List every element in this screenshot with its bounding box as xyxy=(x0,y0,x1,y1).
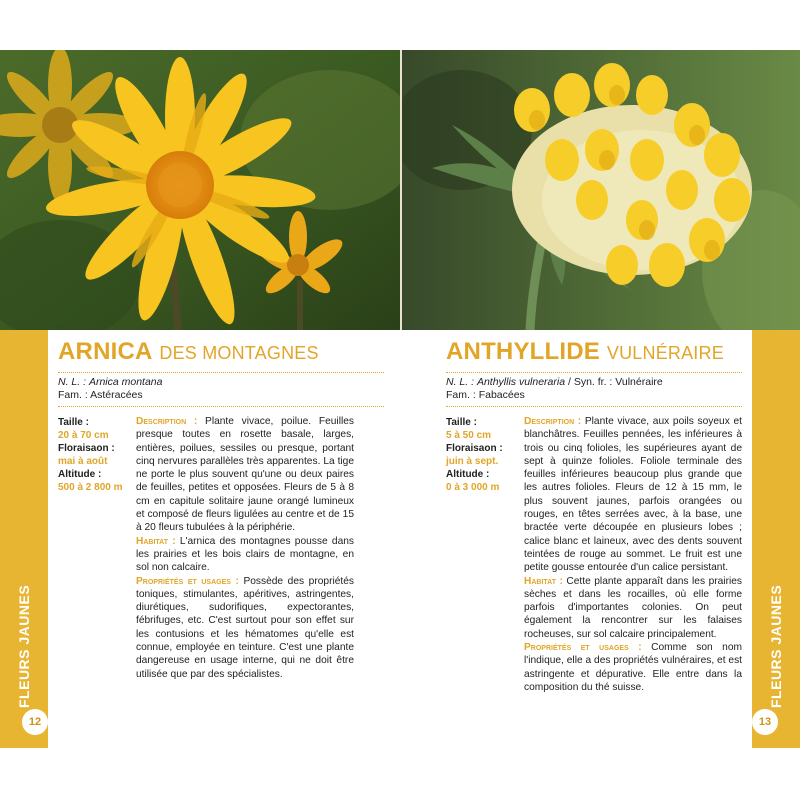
description-heading: Description : xyxy=(136,416,198,427)
title-rest: VULNÉRAIRE xyxy=(606,343,724,363)
latin-name: Arnica montana xyxy=(88,376,163,388)
right-section-label: FLEURS JAUNES xyxy=(768,584,784,708)
anthyllis-photo xyxy=(402,50,800,330)
size-label: Taille : xyxy=(58,417,89,428)
description-heading: Description : xyxy=(524,416,582,427)
latin-name: Anthyllis vulneraria xyxy=(476,376,566,388)
family-label: Fam. : xyxy=(58,389,88,401)
left-page-title xyxy=(58,338,319,366)
names-divider xyxy=(58,406,384,407)
family-label: Fam. : xyxy=(446,389,476,401)
description-text: Plante vivace, poilue. Feuilles presque toutes en rosette basale, larges, entières, poilues, sessiles ou presque, portant cinq nervures parallèles très apparentes. La tige ne porte le plus souvent qu'une ou deux paires de feuilles, petites et opposées. Fleurs de 5 à 8 cm en capitule solitaire jaune orangé lumineux et composé de fleurs ligulées au centre et de 15 à 20 fleurs tubulées à la périphérie. xyxy=(136,416,354,534)
synonym-label: / Syn. fr. : xyxy=(567,376,613,388)
left-names xyxy=(58,376,384,402)
title-divider xyxy=(58,372,384,373)
title-bold: ARNICA xyxy=(58,338,153,365)
left-page xyxy=(48,330,400,748)
left-body xyxy=(136,415,354,681)
uses-text: Possède des propriétés toniques, stimulantes, apéritives, astringentes, diurétiques, sudorifiques, expectorantes, fébrifuges, etc. C'est surtout pour son effet sur les contusions et les hématomes qu'elle est connue, employée en teinture. C'est une plante dangereuse en usage interne, qui ne doit être utilisée que par des spécialistes. xyxy=(136,575,354,680)
habitat-heading: Habitat : xyxy=(136,535,176,547)
arnica-photo xyxy=(0,50,400,330)
bloom-value: mai à août xyxy=(58,456,108,467)
title-divider xyxy=(446,372,742,373)
altitude-value: 0 à 3 000 m xyxy=(446,482,500,493)
right-body xyxy=(524,415,742,694)
uses-text: Comme son nom l'indique, elle a des propriétés vulnéraires, et est astringente et dépurative. Elle entre dans la composition du thé suisse. xyxy=(524,642,742,693)
altitude-value: 500 à 2 800 m xyxy=(58,482,123,493)
family-name: Fabacées xyxy=(478,389,525,401)
right-page xyxy=(402,330,752,748)
left-section-label: FLEURS JAUNES xyxy=(16,584,32,708)
right-names xyxy=(446,376,746,402)
habitat-text: L'arnica des montagnes pousse dans les prairies et les bois clairs de montagne, en sol non calcaire. xyxy=(136,535,354,574)
page-number-left: 12 xyxy=(22,709,48,735)
latin-label: N. L. : xyxy=(446,376,475,388)
size-value: 5 à 50 cm xyxy=(446,430,492,441)
title-bold: ANTHYLLIDE xyxy=(446,338,600,365)
right-page-title xyxy=(446,338,724,366)
synonym-name: Vulnéraire xyxy=(615,376,663,388)
bloom-value: juin à sept. xyxy=(446,456,499,467)
uses-heading: Propriétés et usages : xyxy=(524,642,642,654)
size-label: Taille : xyxy=(446,417,477,428)
habitat-heading: Habitat : xyxy=(524,575,563,587)
bloom-label: Floraisaon : xyxy=(58,443,115,454)
altitude-label: Altitude : xyxy=(58,469,102,480)
title-rest: DES MONTAGNES xyxy=(159,343,319,363)
right-facts xyxy=(446,416,522,494)
family-name: Astéracées xyxy=(90,389,143,401)
habitat-text: Cette plante apparaît dans les prairies sèches et dans les rocailles, où elle forme parfois d'importantes colonies. On peut également la rencontrer sur les falaises rocheuses, sur sol calcaire principalement. xyxy=(524,575,742,640)
size-value: 20 à 70 cm xyxy=(58,430,109,441)
latin-label: N. L. : xyxy=(58,376,87,388)
bloom-label: Floraisaon : xyxy=(446,443,503,454)
description-text: Plante vivace, aux poils soyeux et blanchâtres. Feuilles pennées, les inférieures à trois ou cinq folioles, les supérieures ayant de sept à quinze folioles. Foliole terminale des feuilles inférieures beaucoup plus grande que les autres folioles. Fleurs de 12 à 15 mm, le plus souvent jaunes, parfois orangées ou rouges, en têtes serrées avec, à la base, une bractée verte découpée en plusieurs lobes ; calice blanc et laineux, avec des dents souvent teintées de rouge au sommet. Le fruit est une petite gousse entourée d'un calice persistant. xyxy=(524,416,742,574)
uses-heading: Propriétés et usages : xyxy=(136,575,239,587)
altitude-label: Altitude : xyxy=(446,469,490,480)
page-number-right: 13 xyxy=(752,709,778,735)
names-divider xyxy=(446,406,742,407)
left-facts xyxy=(58,416,136,494)
book-spread xyxy=(0,50,800,748)
